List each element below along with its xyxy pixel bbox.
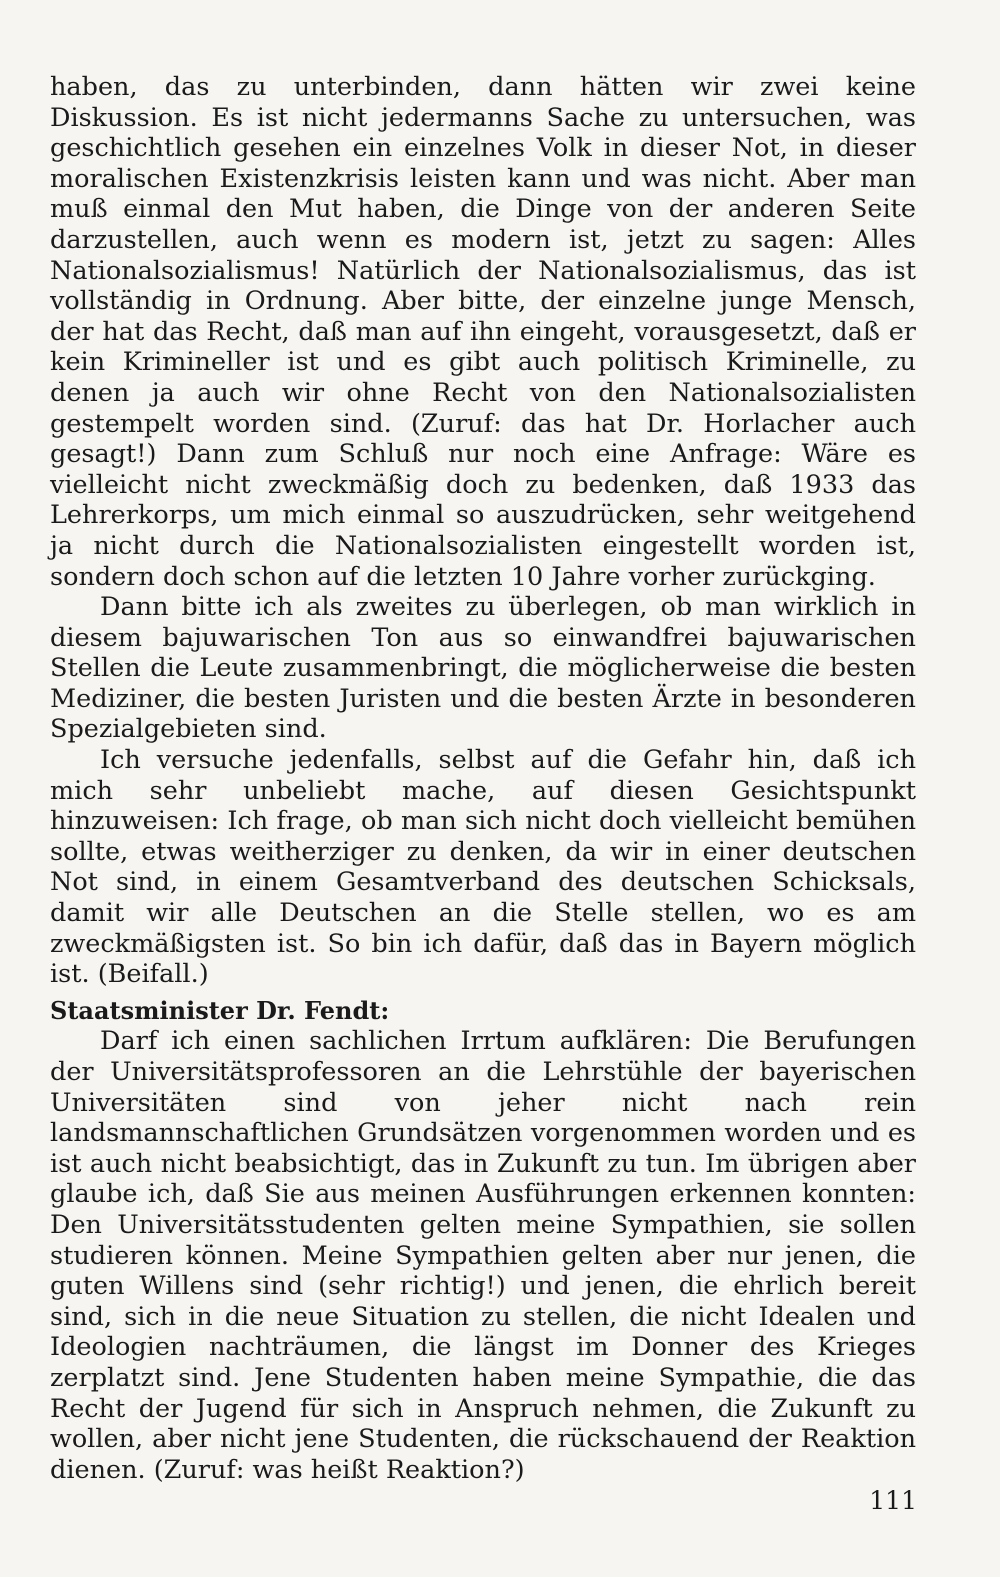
page-body xyxy=(50,72,916,1485)
paragraph-2: Dann bitte ich als zweites zu überlegen, ob man wirklich in diesem bajuwarischen Ton aus so einwandfrei bajuwarischen Stellen die Leute zusammenbringt, die möglicherweise die besten Mediziner, die besten Juristen und die besten Ärzte in besonderen Spezialgebieten sind. xyxy=(50,592,916,745)
page-number: 111 xyxy=(869,1486,917,1515)
speaker-paragraph: Darf ich einen sachlichen Irrtum aufklären: Die Berufungen der Universitätsprofessoren an die Lehrstühle der bayerischen Universitäten sind von jeher nicht nach rein landsmannschaftlichen Grundsätzen vorgenommen worden und es ist auch nicht beabsichtigt, das in Zukunft zu tun. Im übrigen aber glaube ich, daß Sie aus meinen Ausführungen erkennen konnten: Den Universitätsstudenten gelten meine Sympathien, sie sollen studieren können. Meine Sympathien gelten aber nur jenen, die guten Willens sind (sehr richtig!) und jenen, die ehrlich bereit sind, sich in die neue Situation zu stellen, die nicht Idealen und Ideologien nachträumen, die längst im Donner des Krieges zerplatzt sind. Jene Studenten haben meine Sympathie, die das Recht der Jugend für sich in Anspruch nehmen, die Zukunft zu wollen, aber nicht jene Studenten, die rückschauend der Reaktion dienen. (Zuruf: was heißt Reaktion?) xyxy=(50,1026,916,1485)
speaker-heading: Staatsminister Dr. Fendt: xyxy=(50,995,390,1025)
paragraph-1: haben, das zu unterbinden, dann hätten wir zwei keine Diskussion. Es ist nicht jedermanns Sache zu untersuchen, was geschichtlich gesehen ein einzelnes Volk in dieser Not, in dieser moralischen Existenzkrisis leisten kann und was nicht. Aber man muß einmal den Mut haben, die Dinge von der anderen Seite darzustellen, auch wenn es modern ist, jetzt zu sagen: Alles Nationalsozialismus! Natürlich der Nationalsozialismus, das ist vollständig in Ordnung. Aber bitte, der einzelne junge Mensch, der hat das Recht, daß man auf ihn eingeht, vorausgesetzt, daß er kein Krimineller ist und es gibt auch politisch Kriminelle, zu denen ja auch wir ohne Recht von den Nationalsozialisten gestempelt worden sind. (Zuruf: das hat Dr. Horlacher auch gesagt!) Dann zum Schluß nur noch eine Anfrage: Wäre es vielleicht nicht zweckmäßig doch zu bedenken, daß 1933 das Lehrerkorps, um mich einmal so auszudrücken, sehr weitgehend ja nicht durch die Nationalsozialisten eingestellt worden ist, sondern doch schon auf die letzten 10 Jahre vorher zurückging. xyxy=(50,72,916,592)
paragraph-3: Ich versuche jedenfalls, selbst auf die Gefahr hin, daß ich mich sehr unbeliebt mache, auf diesen Gesichtspunkt hinzuweisen: Ich frage, ob man sich nicht doch vielleicht bemühen sollte, etwas weitherziger zu denken, da wir in einer deutschen Not sind, in einem Gesamtverband des deutschen Schicksals, damit wir alle Deutschen an die Stelle stellen, wo es am zweckmäßigsten ist. So bin ich dafür, daß das in Bayern möglich ist. (Beifall.) xyxy=(50,745,916,990)
